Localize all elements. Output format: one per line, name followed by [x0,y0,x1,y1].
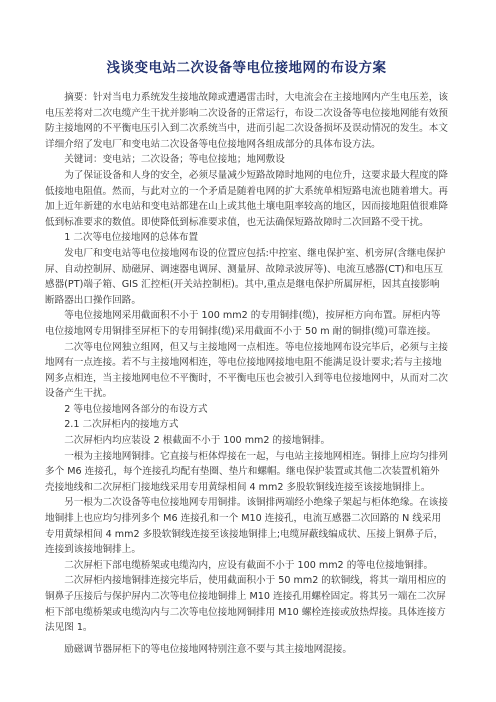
body-paragraph: 二次屏柜下部电缆桥架或电缆沟内，应设有截面不小于 100 mm2 的等电位接地铜排。 [64,559,434,571]
body-paragraph: 另一根为二次设备等电位接地网专用铜排。该铜排两端经小绝缘子架起与柜体绝缘。在该接地铜排上也应均匀排列多个 M6 连接孔和一个 M10 连接孔，电流互感器二次回路的 N 线采用专用黄绿相间 4 mm2 多股软铜线连接至该接地铜排上;电缆屏蔽线编成状、压接上铜鼻子后，连接到该接地铜排上。 [45,497,448,556]
body-paragraph: 二次屏柜内均应装设 2 根截面不小于 100 mm2 的接地铜排。 [64,435,331,447]
body-paragraph: 等电位接地网采用截面积不小于 100 mm2 的专用铜排(缆)，按屏柜方向布置。屏柜内等电位接地网专用铜排至屏柜下的专用铜排(缆)采用截面不小于 50 m 耐的铜排(缆)可靠连接。 [45,310,441,337]
intro-paragraph: 为了保证设备和人身的安全，必须尽量减少短路故障时地网的电位升，这要求最大程度的降低接地电阻值。然而，与此对立的一个矛盾是随着电网的扩大系统单相短路电流也随着增大。再加上近年新建的水电站和变电站都建在山上或其他土壤电阻率较高的地区，因而接地阻值很难降低到标准要求的数值。即使降低到标准要求值，也无法确保短路故障时二次回路不受干扰。 [45,169,448,228]
body-paragraph: 二次等电位网独立组网，但又与主接地网一点相连。等电位接地网布设完毕后，必须与主接地网有一点连接。若不与主接地网相连，等电位接地网接地电阻不能满足设计要求;若与主接地网多点相连，当主接地网电位不平衡时，不平衡电压也会被引入到等电位接地网中，从而对二次设备产生干扰。 [45,341,448,400]
section-heading: 1 二次等电位接地网的总体布置 [64,232,199,244]
body-paragraph: 发电厂和变电站等电位接地网布设的位置应包括:中控室、继电保护室、机旁屏(含继电保护屏、自动控制屏、励磁屏、调速器电调屏、测量屏、故障录波屏等)、电流互感器(CT)和电压互感器(PT)端子箱、GIS 汇控柜(开关站控制柜)。其中,重点是继电保护所属屏柜，因其直接影响断路器出口操作回路。 [45,247,446,306]
abstract-paragraph: 摘要：针对当电力系统发生接地故障或遭遇雷击时，大电流会在主接地网内产生电压差，该电压差将对二次电缆产生干扰并影响二次设备的正常运行，布设二次设备等电位接地网能有效预防主接地网的不平衡电压引入到二次系统当中，进而引起二次设备损坏及误动情况的发生。本文详细介绍了发电厂和变电站二次设备等电位接地网各组成部分的具体布设方法。 [45,92,448,150]
subsection-heading: 2.1 二次屏柜内的接地方式 [64,419,179,431]
body-paragraph: 励磁调节器屏柜下的等电位接地网特别注意不要与其主接地网混接。 [64,643,352,655]
paper-title: 浅谈变电站二次设备等电位接地网的布设方案 [106,60,387,76]
section-heading: 2 等电位接地网各部分的布设方式 [64,403,208,415]
body-paragraph: 二次屏柜内接地铜排连接完毕后，使用截面积小于 50 mm2 的软铜线，将其一端用相应的铜鼻子压接后与保护屏内二次等电位接地铜排上 M10 连接孔用螺栓固定。将其另一端在二次屏柜下部电缆桥架或电缆沟内与二次等电位接地网铜排用 M10 螺栓连接或放热焊接。具体连接方法见图 1。 [45,575,447,634]
keywords-line: 关键词：变电站；二次设备；等电位接地；地网敷设 [64,154,285,166]
body-paragraph: 一根为主接地网铜排。它直接与柜体焊接在一起，与电站主接地网相连。铜排上应均匀排列多个 M6 连接孔，每个连接孔均配有垫圈、垫片和螺帽。继电保护装置或其他二次装置机箱外壳接地线和二次屏柜门接地线采用专用黄绿相间 4 mm2 多股软铜线连接至该接地铜排上。 [45,450,448,493]
paper-body [45,90,448,657]
